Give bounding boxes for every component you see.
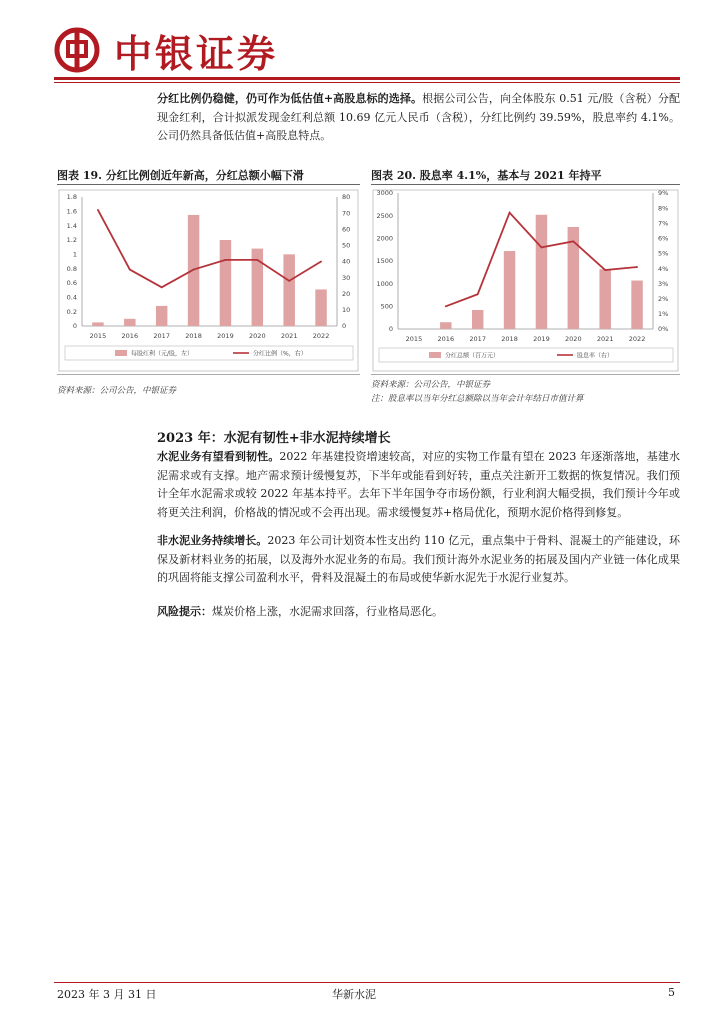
brand-name: 中银证券	[114, 31, 279, 76]
footer-date: 2023 年 3 月 31 日	[57, 988, 157, 1001]
left-tick-label: 1.8	[66, 193, 77, 202]
x-tick-label: 2019	[533, 335, 550, 343]
figure-20-source: 资料来源：公司公告，中银证券	[371, 380, 491, 390]
intro-body: 根据公司公告，向全体股东 0.51 元/股（含税）分配现金红利，合计拟派发现金红利总额 10.69 亿元人民币（含税），分红比例约 39.59%，股息率约 4.1%。公司仍然具备低估值+高股息特点。	[157, 92, 680, 142]
brand-logo	[54, 18, 318, 82]
x-tick-label: 2022	[312, 332, 330, 340]
bar	[599, 269, 610, 329]
right-tick-label: 60	[342, 225, 351, 234]
x-tick-label: 2022	[628, 335, 646, 343]
bank-of-china-logo-icon	[54, 27, 100, 73]
figure-20-top-rule	[371, 184, 680, 185]
left-tick-label: 1.2	[66, 236, 77, 245]
bar	[220, 240, 231, 326]
bar	[504, 251, 515, 329]
right-tick-label: 10	[342, 306, 351, 315]
right-tick-label: 50	[342, 241, 351, 250]
legend-line-label: 分红比例（%，右）	[253, 350, 307, 358]
x-tick-label: 2017	[153, 332, 170, 340]
bar	[156, 306, 167, 326]
x-tick-label: 2020	[565, 335, 582, 343]
legend-box	[65, 346, 353, 360]
right-tick-label: 8%	[658, 204, 669, 213]
line-point	[288, 280, 290, 282]
left-tick-label: 1	[72, 250, 77, 259]
right-tick-label: 80	[342, 193, 351, 202]
right-tick-label: 0%	[658, 325, 669, 334]
line-point	[636, 266, 638, 268]
figure-19-bottom-rule	[57, 374, 360, 375]
x-tick-label: 2015	[89, 332, 107, 340]
figure-20-chart	[371, 188, 680, 373]
figure-19-top-rule	[57, 184, 360, 185]
left-tick-label: 1500	[376, 257, 393, 266]
right-tick-label: 1%	[658, 310, 669, 319]
right-tick-label: 7%	[658, 219, 669, 228]
left-tick-label: 0	[72, 322, 77, 331]
x-tick-label: 2020	[249, 332, 266, 340]
line-point	[161, 286, 163, 288]
figure-20-title: 图表 20. 股息率 4.1%，基本与 2021 年持平	[371, 169, 602, 182]
section-paragraph-2	[157, 532, 680, 588]
x-tick-label: 2021	[596, 335, 614, 343]
figure-19-source: 资料来源：公司公告，中银证券	[57, 386, 177, 396]
x-tick-label: 2018	[185, 332, 202, 340]
chart-frame	[59, 190, 358, 371]
x-tick-label: 2016	[121, 332, 139, 340]
line-point	[97, 209, 99, 211]
left-tick-label: 1000	[376, 279, 393, 288]
section-p2-body: 2023 年公司计划资本性支出约 110 亿元，重点集中于骨料、混凝土的产能建设，环保及新材料业务的拓展，以及海外水泥业务的布局。我们预计海外水泥业务的拓展及国内产业链一体化成果的巩固将能支撑公司盈利水平，骨料及混凝土的布局或使华新水泥先于水泥行业复苏。	[157, 534, 680, 584]
bar	[536, 215, 547, 329]
section-p2-lead: 非水泥业务持续增长。	[157, 534, 268, 547]
header-rule	[54, 77, 680, 80]
footer-page-number: 5	[668, 986, 675, 999]
bar	[124, 319, 135, 326]
section-paragraph-1	[157, 448, 680, 522]
right-tick-label: 70	[342, 209, 351, 218]
bar	[472, 310, 483, 329]
right-tick-label: 40	[342, 257, 351, 266]
x-tick-label: 2021	[280, 332, 298, 340]
left-tick-label: 1.6	[66, 207, 77, 216]
line-point	[193, 269, 195, 271]
line-point	[509, 212, 511, 214]
line-point	[320, 261, 322, 263]
right-tick-label: 2%	[658, 294, 669, 303]
line-point	[256, 259, 258, 261]
section-p3-lead: 风险提示：	[157, 605, 212, 618]
bar	[283, 254, 294, 326]
legend-line-label: 股息率（右）	[577, 352, 614, 360]
right-tick-label: 4%	[658, 264, 669, 273]
header-rule-thin	[54, 82, 680, 83]
legend-bar-label: 分红总额（百万元）	[445, 352, 500, 360]
figure-19-chart	[57, 188, 360, 373]
figure-20-note: 注：股息率以当年分红总额除以当年会计年结日市值计算	[371, 394, 584, 404]
right-tick-label: 9%	[658, 189, 669, 198]
section-p1-lead: 水泥业务有望看到韧性。	[157, 450, 280, 463]
line-point	[477, 293, 479, 295]
right-tick-label: 30	[342, 273, 351, 282]
x-tick-label: 2016	[437, 335, 455, 343]
right-tick-label: 20	[342, 289, 351, 298]
chart-frame	[373, 190, 678, 371]
right-tick-label: 0	[342, 322, 347, 331]
left-tick-label: 500	[380, 302, 393, 311]
left-tick-label: 0.8	[66, 264, 77, 273]
x-tick-label: 2019	[217, 332, 234, 340]
left-tick-label: 0.4	[66, 293, 77, 302]
line-point	[445, 305, 447, 307]
intro-lead: 分红比例仍稳健，仍可作为低估值+高股息标的选择。	[157, 92, 423, 105]
section-p3-body: 煤炭价格上涨，水泥需求回落，行业格局恶化。	[212, 605, 443, 618]
bar	[440, 322, 451, 329]
left-tick-label: 2000	[376, 234, 393, 243]
legend-bar-swatch	[115, 350, 127, 356]
left-tick-label: 3000	[376, 189, 393, 198]
section-p1-body: 2022 年基建投资增速较高，对应的实物工作量有望在 2023 年逐渐落地，基建水泥需求或有支撑。地产需求预计缓慢复苏，下半年或能看到好转，重点关注新开工数据的恢复情况。我们预计全年水泥需求或较 2022 年基本持平。去年下半年国争夺市场份额，行业利润大幅受损，我们预计今年或将更关注利润，价格战的情况或不会再出现。需求缓慢复苏+格局优化，预期水泥价格得到修复。	[157, 450, 681, 519]
line-point	[541, 247, 543, 249]
left-tick-label: 2500	[376, 211, 393, 220]
right-tick-label: 6%	[658, 234, 669, 243]
figure-19-title: 图表 19. 分红比例创近年新高，分红总额小幅下滑	[57, 169, 304, 182]
line-point	[604, 269, 606, 271]
legend-box	[379, 348, 673, 362]
legend-bar-label: 每股红利（元/股，左）	[131, 350, 194, 358]
right-tick-label: 5%	[658, 249, 669, 258]
section-title: 2023 年：水泥有韧性+非水泥持续增长	[157, 431, 391, 446]
right-tick-label: 3%	[658, 279, 669, 288]
left-tick-label: 0.6	[66, 279, 77, 288]
line-point	[225, 259, 227, 261]
bar	[631, 281, 642, 329]
left-tick-label: 0.2	[66, 307, 77, 316]
bar	[92, 322, 103, 326]
figure-20-bottom-rule	[371, 374, 680, 375]
intro-paragraph	[157, 90, 680, 146]
x-tick-label: 2017	[469, 335, 486, 343]
line-point	[572, 240, 574, 242]
x-tick-label: 2018	[501, 335, 518, 343]
left-tick-label: 1.4	[66, 221, 77, 230]
left-tick-label: 0	[388, 325, 393, 334]
footer-rule	[54, 982, 680, 983]
section-paragraph-3	[157, 603, 680, 622]
line-point	[129, 269, 131, 271]
bar	[315, 289, 326, 326]
x-tick-label: 2015	[405, 335, 423, 343]
footer-company: 华新水泥	[332, 988, 376, 1001]
legend-bar-swatch	[429, 352, 441, 358]
